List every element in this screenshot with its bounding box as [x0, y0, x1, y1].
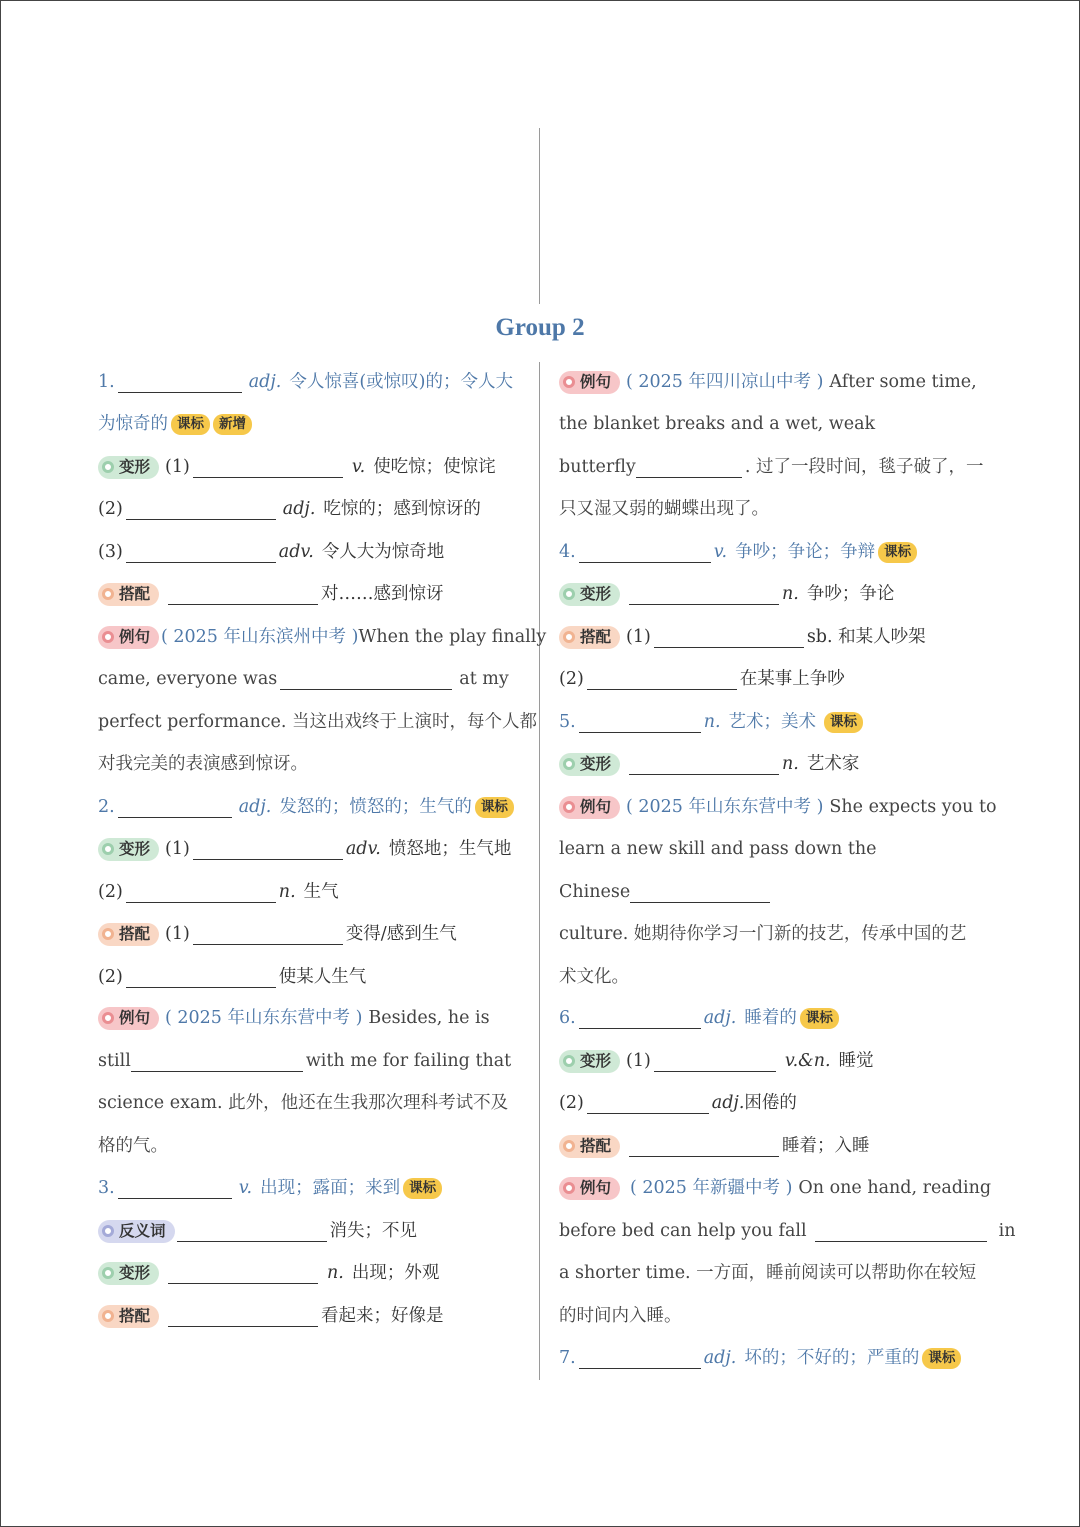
entry-5-example: 例句 ( 2025 年山东东营中考 ) She expects you to [559, 786, 997, 828]
entry-1-example-cont: perfect performance. 当这出戏终于上演时，每个人都 [98, 712, 538, 732]
entry-6-collocation: 搭配 睡着；入睡 [559, 1125, 870, 1167]
entry-3-header: 3. v. 出现；露面；来到 课标 [98, 1167, 442, 1209]
liju-tag: 例句 [559, 1177, 620, 1200]
answer-blank[interactable] [118, 797, 232, 818]
dapei-tag: 搭配 [98, 923, 159, 946]
entry-3-collocation: 搭配 看起来；好像是 [98, 1295, 444, 1337]
answer-blank[interactable] [587, 669, 737, 690]
bianxing-tag: 变形 [559, 753, 620, 776]
entry-2-variant-1: 变形 (1) adv. 愤怒地；生气地 [98, 828, 511, 870]
entry-4-collocation-1: 搭配 (1) sb. 和某人吵架 [559, 616, 926, 658]
entry-1-variant-2: (2) adj. 吃惊的；感到惊讶的 [98, 499, 481, 519]
kebiao-badge: 课标 [922, 1348, 961, 1369]
entry-3-example-cont: 只又湿又弱的蝴蝶出现了。 [559, 499, 769, 519]
entry-number: 1. [98, 372, 115, 392]
circle-icon [563, 631, 575, 643]
kebiao-badge: 课标 [824, 712, 863, 733]
answer-blank[interactable] [630, 882, 770, 903]
answer-blank[interactable] [168, 584, 318, 605]
answer-blank[interactable] [126, 499, 276, 520]
answer-blank[interactable] [168, 1306, 318, 1327]
bianxing-tag: 变形 [559, 583, 620, 606]
entry-2-header: 2. adj. 发怒的；愤怒的；生气的 课标 [98, 786, 514, 828]
circle-icon [102, 843, 114, 855]
answer-blank[interactable] [579, 542, 711, 563]
answer-blank[interactable] [126, 882, 276, 903]
kebiao-badge: 课标 [403, 1178, 442, 1199]
answer-blank[interactable] [654, 1051, 776, 1072]
answer-blank[interactable] [193, 924, 343, 945]
entry-5-example-cont: culture. 她期待你学习一门新的技艺，传承中国的艺 [559, 924, 967, 944]
circle-icon [563, 1140, 575, 1152]
circle-icon [102, 1225, 114, 1237]
fanyici-tag: 反义词 [98, 1220, 175, 1243]
answer-blank[interactable] [654, 627, 804, 648]
part-of-speech: adj. [248, 372, 282, 392]
answer-blank[interactable] [587, 1093, 709, 1114]
top-divider [539, 128, 540, 304]
column-divider [539, 362, 540, 1380]
entry-5-example-cont: Chinese [559, 871, 773, 913]
answer-blank[interactable] [636, 457, 742, 478]
entry-4-header: 4. v. 争吵；争论；争辩 课标 [559, 531, 917, 573]
answer-blank[interactable] [280, 669, 452, 690]
entry-1-variant-1: 变形 (1) v. 使吃惊；使惊诧 [98, 446, 496, 488]
circle-icon [563, 1182, 575, 1194]
entry-1-example-cont: 对我完美的表演感到惊讶。 [98, 754, 308, 774]
entry-6-example-cont: a shorter time. 一方面，睡前阅读可以帮助你在较短 [559, 1263, 977, 1283]
circle-icon [102, 1267, 114, 1279]
entry-6-variant-2: (2) adj. 困倦的 [559, 1093, 797, 1113]
circle-icon [563, 376, 575, 388]
entry-3-variant: 变形 n. 出现；外观 [98, 1252, 439, 1294]
answer-blank[interactable] [193, 839, 343, 860]
entry-1-header-cont [98, 403, 252, 445]
dapei-tag: 搭配 [98, 1305, 159, 1328]
kebiao-badge: 课标 [171, 414, 210, 435]
answer-blank[interactable] [629, 1136, 779, 1157]
dapei-tag: 搭配 [559, 626, 620, 649]
liju-tag: 例句 [98, 626, 159, 649]
answer-blank[interactable] [168, 1263, 318, 1284]
entry-6-header: 6. adj. 睡着的 课标 [559, 997, 839, 1039]
entry-4-collocation-2: (2) 在某事上争吵 [559, 669, 845, 689]
entry-2-example-cont: 格的气。 [98, 1136, 168, 1156]
entry-6-example: 例句 ( 2025 年新疆中考 ) On one hand, reading [559, 1167, 991, 1209]
answer-blank[interactable] [629, 754, 779, 775]
answer-blank[interactable] [118, 372, 242, 393]
entry-2-variant-2: (2) n. 生气 [98, 882, 339, 902]
liju-tag: 例句 [559, 796, 620, 819]
xinzeng-badge: 新增 [213, 414, 252, 435]
answer-blank[interactable] [629, 584, 779, 605]
entry-5-header: 5. n. 艺术；美术 课标 [559, 701, 863, 743]
bianxing-tag: 变形 [98, 456, 159, 479]
entry-3-antonym: 反义词 消失；不见 [98, 1210, 417, 1252]
entry-3-example: 例句 ( 2025 年四川凉山中考 ) After some time, [559, 361, 977, 403]
answer-blank[interactable] [131, 1051, 303, 1072]
entry-4-variant: 变形 n. 争吵；争论 [559, 573, 894, 615]
circle-icon [102, 1012, 114, 1024]
bianxing-tag: 变形 [559, 1050, 620, 1073]
answer-blank[interactable] [815, 1221, 987, 1242]
circle-icon [102, 588, 114, 600]
circle-icon [102, 928, 114, 940]
answer-blank[interactable] [579, 1008, 701, 1029]
answer-blank[interactable] [126, 542, 276, 563]
bianxing-tag: 变形 [98, 838, 159, 861]
entry-1-example-cont: came, everyone was at my [98, 669, 509, 689]
entry-3-example-cont: butterfly . 过了一段时间，毯子破了，一 [559, 457, 984, 477]
entry-2-collocation-2: (2) 使某人生气 [98, 967, 367, 987]
answer-blank[interactable] [118, 1178, 232, 1199]
entry-1-header [98, 361, 513, 403]
circle-icon [563, 1055, 575, 1067]
circle-icon [102, 631, 114, 643]
circle-icon [563, 758, 575, 770]
meaning: 为惊奇的 [98, 414, 168, 434]
entry-1-variant-3: (3) adv. 令人大为惊奇地 [98, 542, 445, 562]
page-title: Group 2 [495, 314, 585, 341]
entry-5-variant: 变形 n. 艺术家 [559, 743, 859, 785]
entry-1-collocation: 搭配 对……感到惊讶 [98, 573, 444, 615]
answer-blank[interactable] [193, 457, 343, 478]
answer-blank[interactable] [126, 967, 276, 988]
entry-2-collocation-1: 搭配 (1) 变得/感到生气 [98, 913, 457, 955]
entry-2-example-cont: still with me for failing that [98, 1051, 512, 1071]
entry-5-example-cont: learn a new skill and pass down the [559, 839, 877, 859]
kebiao-badge: 课标 [878, 542, 917, 563]
entry-2-example: 例句 ( 2025 年山东东营中考 ) Besides, he is [98, 997, 490, 1039]
kebiao-badge: 课标 [800, 1008, 839, 1029]
entry-6-variant-1: 变形 (1) v.&n. 睡觉 [559, 1040, 874, 1082]
liju-tag: 例句 [98, 1007, 159, 1030]
circle-icon [102, 1310, 114, 1322]
entry-6-example-cont: 的时间内入睡。 [559, 1306, 682, 1326]
liju-tag: 例句 [559, 371, 620, 394]
answer-blank[interactable] [177, 1221, 327, 1242]
answer-blank[interactable] [579, 1348, 701, 1369]
entry-3-example-cont: the blanket breaks and a wet, weak [559, 414, 876, 434]
circle-icon [563, 588, 575, 600]
entry-2-example-cont: science exam. 此外，他还在生我那次理科考试不及 [98, 1093, 509, 1113]
circle-icon [102, 461, 114, 473]
entry-5-example-cont: 术文化。 [559, 967, 629, 987]
entry-7-header: 7. adj. 坏的；不好的；严重的 课标 [559, 1337, 961, 1379]
dapei-tag: 搭配 [98, 583, 159, 606]
meaning: 令人惊喜(或惊叹)的；令人大 [289, 372, 513, 392]
circle-icon [563, 801, 575, 813]
answer-blank[interactable] [579, 712, 701, 733]
entry-6-example-cont: before bed can help you fall in [559, 1221, 1016, 1241]
dapei-tag: 搭配 [559, 1135, 620, 1158]
bianxing-tag: 变形 [98, 1262, 159, 1285]
kebiao-badge: 课标 [475, 797, 514, 818]
entry-1-example: 例句 ( 2025 年山东滨州中考 ) When the play finally [98, 616, 546, 658]
